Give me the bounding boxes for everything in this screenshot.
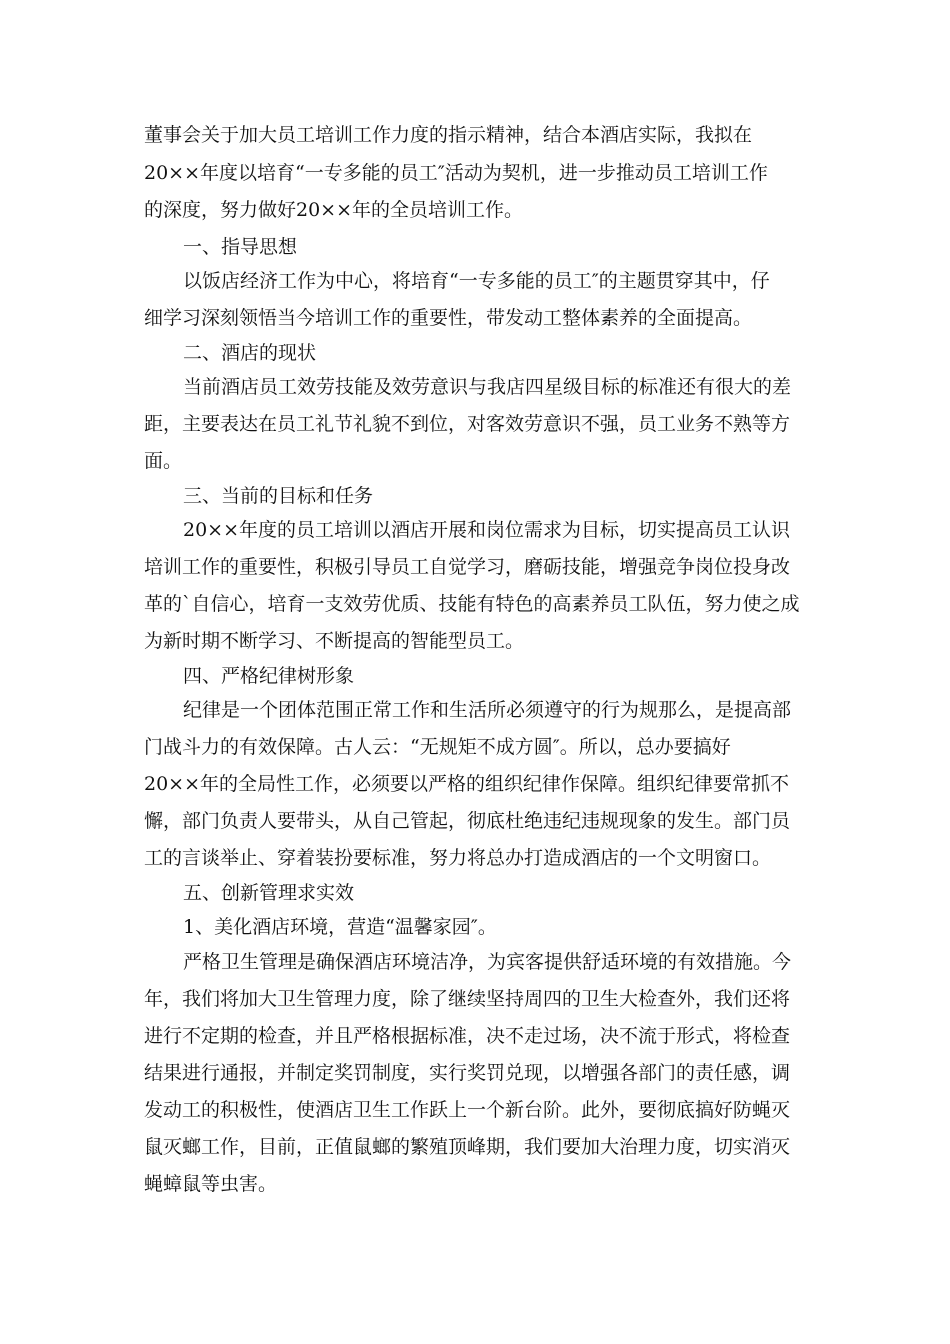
- paragraph-line: 蝇蟑鼠等虫害。: [144, 1173, 278, 1195]
- paragraph-line: 为新时期不断学习、不断提高的智能型员工。: [144, 630, 525, 652]
- paragraph-line: 20××年的全局性工作，必须要以严格的组织纪律作保障。组织纪律要常抓不: [144, 773, 790, 795]
- paragraph-line: 门战斗力的有效保障。古人云：“无规矩不成方圆″。所以，总办要搞好: [144, 736, 731, 758]
- paragraph-line: 距，主要表达在员工礼节礼貌不到位，对客效劳意识不强，员工业务不熟等方: [144, 413, 791, 435]
- section-heading: 四、严格纪律树形象: [183, 665, 355, 687]
- paragraph-line: 20××年度以培育“一专多能的员工″活动为契机，进一步推动员工培训工作: [144, 162, 768, 184]
- section-heading: 三、当前的目标和任务: [183, 485, 374, 507]
- subsection-heading: 1、美化酒店环境，营造“温馨家园″。: [183, 916, 497, 938]
- paragraph-line: 20××年度的员工培训以酒店开展和岗位需求为目标，切实提高员工认识: [183, 519, 791, 541]
- paragraph-line: 年，我们将加大卫生管理力度，除了继续坚持周四的卫生大检查外，我们还将: [144, 988, 791, 1010]
- paragraph-line: 董事会关于加大员工培训工作力度的指示精神，结合本酒店实际，我拟在: [144, 124, 753, 146]
- paragraph-line: 面。: [144, 450, 183, 472]
- section-heading: 五、创新管理求实效: [183, 882, 355, 904]
- paragraph-line: 细学习深刻领悟当今培训工作的重要性，带发动工整体素养的全面提高。: [144, 307, 753, 329]
- paragraph-line: 发动工的积极性，使酒店卫生工作跃上一个新台阶。此外，要彻底搞好防蝇灭: [144, 1099, 791, 1121]
- paragraph-line: 以饭店经济工作为中心，将培育“一专多能的员工″的主题贯穿其中，仔: [183, 270, 770, 292]
- paragraph-line: 严格卫生管理是确保酒店环境洁净，为宾客提供舒适环境的有效措施。今: [183, 951, 792, 973]
- paragraph-line: 鼠灭螂工作，目前，正值鼠螂的繁殖顶峰期，我们要加大治理力度，切实消灭: [144, 1136, 791, 1158]
- section-heading: 一、指导思想: [183, 236, 298, 258]
- paragraph-line: 培训工作的重要性，积极引导员工自觉学习，磨砺技能，增强竞争岗位投身改: [144, 556, 791, 578]
- paragraph-line: 结果进行通报，并制定奖罚制度，实行奖罚兑现，以增强各部门的责任感，调: [144, 1062, 791, 1084]
- section-heading: 二、酒店的现状: [183, 342, 317, 364]
- paragraph-line: 懈，部门负责人要带头，从自己管起，彻底杜绝违纪违规现象的发生。部门员: [144, 810, 791, 832]
- paragraph-line: 革的`自信心，培育一支效劳优质、技能有特色的高素养员工队伍，努力使之成: [144, 593, 800, 615]
- paragraph-line: 的深度，努力做好20××年的全员培训工作。: [144, 199, 524, 221]
- paragraph-line: 纪律是一个团体范围正常工作和生活所必须遵守的行为规那么，是提高部: [183, 699, 792, 721]
- paragraph-line: 当前酒店员工效劳技能及效劳意识与我店四星级目标的标准还有很大的差: [183, 376, 792, 398]
- paragraph-line: 进行不定期的检查，并且严格根据标准，决不走过场，决不流于形式，将检查: [144, 1025, 791, 1047]
- paragraph-line: 工的言谈举止、穿着装扮要标准，努力将总办打造成酒店的一个文明窗口。: [144, 847, 772, 869]
